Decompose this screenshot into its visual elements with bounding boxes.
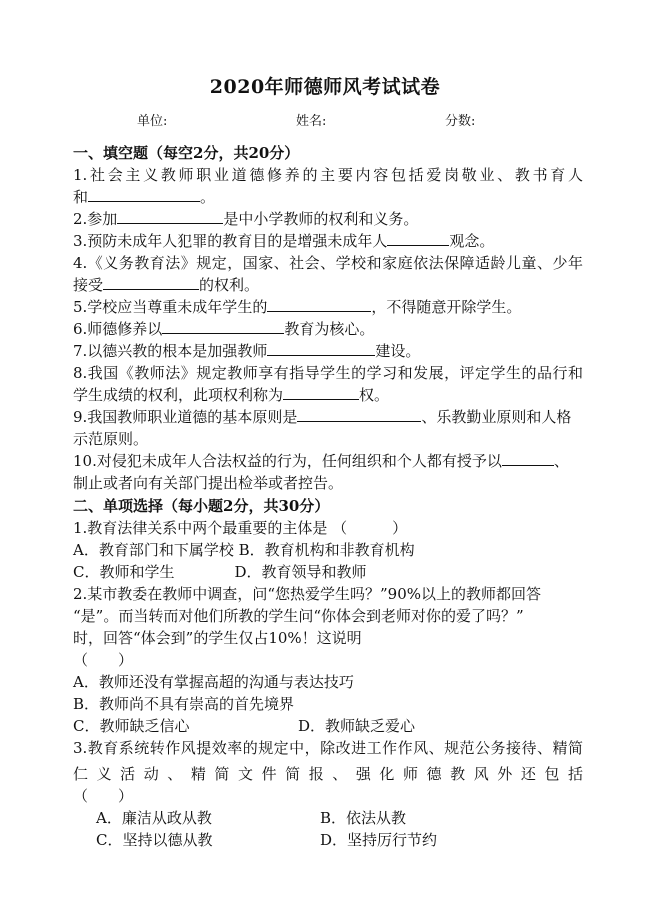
question-text: 教育为核心。 bbox=[284, 320, 375, 338]
answer-blank bbox=[88, 186, 200, 202]
answer-blank bbox=[267, 296, 371, 312]
answer-blank bbox=[117, 208, 223, 224]
answer-blank bbox=[297, 406, 421, 422]
section-1-heading: 一、填空题（每空2分，共20分） bbox=[73, 144, 300, 162]
question-1-line-1: 1.社会主义教师职业道德修养的主要内容包括爱岗敬业、教书育人 bbox=[73, 166, 583, 184]
mc-question-3-option-a: A．廉洁从政从教 bbox=[96, 809, 212, 827]
question-text: ，不得随意开除学生。 bbox=[371, 298, 522, 316]
question-text: 的权利。 bbox=[199, 276, 260, 294]
question-text: 、乐教勤业原则和人格 bbox=[421, 408, 572, 426]
question-text: 、 bbox=[553, 452, 569, 470]
question-text: 和 bbox=[73, 188, 89, 206]
mc-question-1-options-ab: A．教育部门和下属学校 B．教育机构和非教育机构 bbox=[73, 541, 415, 559]
question-text: 7.以德兴教的根本是加强教师 bbox=[73, 342, 268, 360]
mc-question-2-option-d: D．教师缺乏爱心 bbox=[298, 717, 416, 735]
question-4-line-1: 4.《义务教育法》规定，国家、社会、学校和家庭依法保障适龄儿童、少年 bbox=[73, 254, 583, 272]
answer-blank bbox=[162, 318, 284, 334]
section-2-heading: 二、单项选择（每小题2分，共30分） bbox=[73, 497, 330, 515]
unit-label: 单位: bbox=[137, 114, 168, 129]
answer-blank bbox=[502, 450, 554, 466]
question-text: 2.参加 bbox=[73, 210, 118, 228]
question-9-line-2: 示范原则。 bbox=[73, 430, 149, 448]
mc-question-1-options-cd: C．教师和学生 D．教育领导和教师 bbox=[73, 563, 367, 581]
question-text: 观念。 bbox=[449, 232, 495, 250]
question-9-line-1 bbox=[73, 406, 583, 428]
question-7 bbox=[73, 340, 583, 362]
answer-blank bbox=[267, 340, 375, 356]
question-text: 权。 bbox=[359, 386, 390, 404]
answer-blank bbox=[387, 230, 449, 246]
mc-question-2-line-3: 时，回答“体会到”的学生仅占10%！这说明 bbox=[73, 629, 362, 647]
question-4-line-2 bbox=[73, 274, 583, 296]
question-3 bbox=[73, 230, 583, 252]
question-text: 9.我国教师职业道德的基本原则是 bbox=[73, 408, 298, 426]
mc-question-3-line-3: （ ） bbox=[73, 787, 134, 805]
question-text: 10.对侵犯未成年人合法权益的行为，任何组织和个人都有授予以 bbox=[73, 452, 502, 470]
answer-blank bbox=[103, 274, 199, 290]
question-text: 5.学校应当尊重未成年学生的 bbox=[73, 298, 268, 316]
score-label: 分数: bbox=[445, 114, 476, 129]
question-text: 学生成绩的权利，此项权利称为 bbox=[73, 386, 284, 404]
question-text: 。 bbox=[200, 188, 216, 206]
name-label: 姓名: bbox=[296, 114, 327, 129]
question-10-line-1 bbox=[73, 450, 583, 472]
answer-blank bbox=[283, 384, 359, 400]
mc-question-3-option-d: D．坚持厉行节约 bbox=[320, 831, 438, 849]
mc-question-3-option-b: B．依法从教 bbox=[320, 809, 407, 827]
mc-question-2-option-c: C．教师缺乏信心 bbox=[73, 717, 190, 735]
mc-question-3-line-2: 仁义活动、精简文件简报、强化师德教风外还包括 bbox=[73, 765, 583, 783]
question-5 bbox=[73, 296, 583, 318]
page-title: 2020年师德师风考试试卷 bbox=[209, 76, 441, 98]
mc-question-2-line-2: “是”。而当转而对他们所教的学生问“你体会到老师对你的爱了吗？” bbox=[73, 607, 524, 625]
question-8-line-2 bbox=[73, 384, 583, 406]
mc-question-2-option-b: B．教师尚不具有崇高的首先境界 bbox=[73, 695, 295, 713]
mc-question-1: 1.教育法律关系中两个最重要的主体是 （ ） bbox=[73, 519, 408, 537]
mc-question-3-line-1: 3.教育系统转作风提效率的规定中，除改进工作作风、规范公务接待、精简 bbox=[73, 739, 583, 757]
mc-question-2-line-4: （ ） bbox=[73, 651, 134, 669]
question-2 bbox=[73, 208, 583, 230]
question-text: 3.预防未成年人犯罪的教育目的是增强未成年人 bbox=[73, 232, 388, 250]
question-6 bbox=[73, 318, 583, 340]
question-1-line-2 bbox=[73, 186, 583, 208]
mc-question-2-line-1: 2.某市教委在教师中调查，问“您热爱学生吗？”90%以上的教师都回答 bbox=[73, 585, 541, 603]
question-text: 建设。 bbox=[375, 342, 421, 360]
question-text: 接受 bbox=[73, 276, 104, 294]
question-text: 6.师德修养以 bbox=[73, 320, 163, 338]
mc-question-2-option-a: A．教师还没有掌握高超的沟通与表达技巧 bbox=[73, 673, 354, 691]
question-10-line-2: 制止或者向有关部门提出检举或者控告。 bbox=[73, 474, 344, 492]
question-text: 是中小学教师的权利和义务。 bbox=[223, 210, 419, 228]
mc-question-3-option-c: C．坚持以德从教 bbox=[96, 831, 213, 849]
question-8-line-1: 8.我国《教师法》规定教师享有指导学生的学习和发展，评定学生的品行和 bbox=[73, 364, 583, 382]
